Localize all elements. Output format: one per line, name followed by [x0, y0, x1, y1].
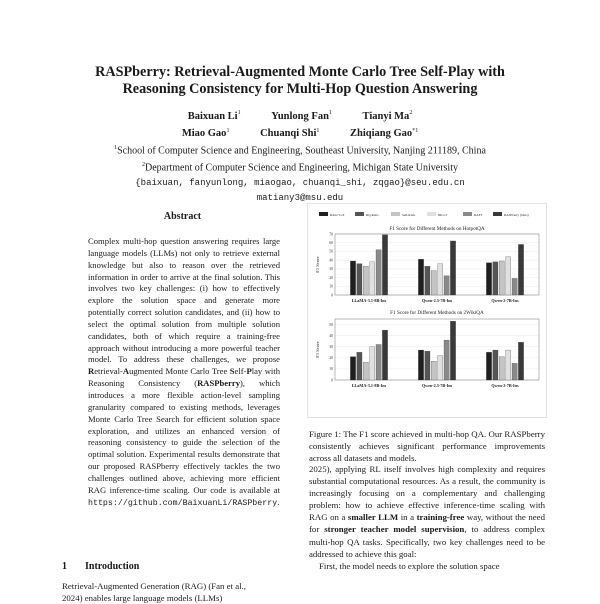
abstract-text: Complex multi-hop question answering requires large language models (LLMs) not only to retrieve external knowledge but also to reason over the retrieved information in order to arrive at the final solution. This involves two key challenges: (i) how to effectively explore the solution space and generate more potentially correct solution candidates, and (ii) how to select the optimal solution from multiple solution candidates, both of which require a training-free approach without introducing a more powerful teacher model. To address these challenges, we propose Retrieval-Augmented Monte Carlo Tree Self-Play with Reasoning Consistency (RASPberry), which introduces a more flexible action-level sampling granularity compared to existing methods, leverages Monte Carlo Tree Search for efficient solution space exploration, and utilizes an enhanced version of reasoning consistency to guide the selection of the optimal solution. Experimental results demonstrate that our proposed RASPberry effectively tackles the two challenges outlined above, achieving more efficient RAG inference-time scaling. Our code is available at https://github.com/BaixuanLi/RASPberry. — [88, 236, 280, 508]
bar — [418, 259, 423, 295]
y-tick-label: 70 — [329, 232, 333, 237]
bar — [444, 340, 449, 380]
author-row-1 — [60, 106, 540, 124]
y-tick-label: 60 — [329, 241, 333, 246]
y-tick-label: 50 — [329, 249, 333, 254]
bar — [493, 350, 498, 380]
abstract-heading: Abstract — [163, 211, 202, 222]
bar — [438, 264, 443, 295]
bar — [486, 352, 491, 380]
x-tick-label: Qwen-2.5-7B-Ins — [421, 298, 453, 303]
y-tick-label: 0 — [331, 293, 333, 298]
bar — [376, 250, 381, 295]
figure-caption: Figure 1: The F1 score achieved in multi-hop QA. Our RASPberry consistently achieves significant performance improvements across all datasets and models. — [309, 429, 545, 463]
bar — [506, 350, 511, 380]
author-block — [60, 106, 540, 206]
bar — [506, 257, 511, 295]
bar — [493, 262, 498, 295]
author: Yunlong Fan$^1$ — [271, 110, 332, 122]
bar — [382, 235, 387, 295]
bar — [382, 330, 387, 380]
x-tick-label: Qwen-2-7B-Ins — [491, 383, 519, 388]
y-axis-label: F1 Score — [315, 341, 320, 358]
legend-swatch — [319, 212, 328, 216]
bar — [518, 244, 523, 295]
legend-swatch — [391, 212, 400, 216]
x-tick-label: LLaMA-3.1-8B-Ins — [351, 383, 387, 388]
y-axis-label: F1 Score — [315, 256, 320, 273]
legend-label: RASPberry (Ours) — [504, 213, 529, 217]
legend-label: Self-RAG — [402, 213, 416, 217]
bar — [438, 356, 443, 380]
x-tick-label: LLaMA-3.1-8B-Ins — [351, 298, 387, 303]
x-tick-label: Qwen-2.5-7B-Ins — [421, 383, 453, 388]
bar — [425, 351, 430, 380]
x-tick-label: Qwen-2-7B-Ins — [491, 298, 519, 303]
y-tick-label: 50 — [329, 322, 333, 327]
bar — [499, 357, 504, 380]
affiliation-2: $^2$Department of Computer Science and Engineering, Michigan State University — [142, 162, 458, 174]
legend-swatch — [355, 212, 364, 216]
legend-label: RAG+CoT — [330, 213, 345, 217]
code-link[interactable]: https://github.com/BaixuanLi/RASPberry — [88, 498, 278, 508]
figure-1 — [307, 203, 547, 418]
body-text-right: 2025), applying RL itself involves high complexity and requires substantial computational resources. As a result, the community is increasingly focusing on a complementary and challenging problem: how to achieve effective inference-time scaling with RAG on a smaller LLM in a training-free way, without the need for stronger teacher model supervision, to address complex multi-hop QA tasks. Specifically, two key challenges need to be addressed to achieve this goal: First, the model needs to explore the solution space — [309, 464, 546, 571]
bar — [431, 361, 436, 380]
affiliation-1: $^1$School of Computer Science and Engineering, Southeast University, Nanjing 211189, China — [114, 145, 486, 157]
title-line-2: Reasoning Consistency for Multi-Hop Question Answering — [122, 81, 478, 97]
bar — [499, 261, 504, 295]
title-line-1: RASPberry: Retrieval-Augmented Monte Carlo Tree Self-Play with — [95, 64, 505, 80]
author: Miao Gao$^1$ — [181, 127, 230, 139]
bar — [350, 357, 355, 380]
y-tick-label: 10 — [329, 284, 333, 289]
author: Baixuan Li$^1$ — [187, 110, 241, 122]
bar — [370, 347, 375, 380]
paper-title — [40, 64, 560, 98]
bar — [450, 321, 455, 380]
legend-label: RAFT — [474, 213, 483, 217]
chart-title: F1 Score for Different Methods on 2WikiQA — [390, 310, 484, 316]
author: Chuanqi Shi$^1$ — [260, 127, 320, 139]
y-tick-label: 20 — [329, 275, 333, 280]
bar — [425, 266, 430, 295]
bar — [431, 271, 436, 295]
bar — [512, 278, 517, 295]
bar — [512, 363, 517, 380]
chart-title: F1 Score for Different Methods on HotpotQA — [389, 226, 485, 232]
y-tick-label: 40 — [329, 333, 333, 338]
intro-heading: 1 Introduction — [62, 561, 140, 572]
bar — [363, 266, 368, 295]
author: Tianyi Ma$^2$ — [362, 110, 413, 122]
y-tick-label: 30 — [329, 267, 333, 272]
author-row-2 — [60, 124, 540, 142]
bar — [357, 264, 362, 295]
y-tick-label: 30 — [329, 345, 333, 350]
legend-swatch — [427, 212, 436, 216]
intro-text: Retrieval-Augmented Generation (RAG) (Fan et al., 2024) enables large language models (LLMs) — [62, 581, 246, 603]
author: Zhiqiang Gao$^{*1}$ — [350, 127, 419, 139]
bar — [370, 262, 375, 295]
y-tick-label: 0 — [331, 378, 333, 383]
legend-label: IRCoT — [438, 213, 448, 217]
legend-label: RQ-RAG — [366, 213, 379, 217]
bar — [357, 352, 362, 380]
bar — [418, 350, 423, 380]
y-tick-label: 10 — [329, 367, 333, 372]
y-tick-label: 20 — [329, 356, 333, 361]
bar — [363, 362, 368, 380]
bar — [444, 276, 449, 295]
bar — [518, 342, 523, 380]
bar — [376, 345, 381, 380]
legend-swatch — [493, 212, 502, 216]
bar — [486, 263, 491, 295]
email-line-2: matiany3@msu.edu — [256, 192, 344, 203]
bar — [350, 261, 355, 295]
legend-swatch — [463, 212, 472, 216]
y-tick-label: 40 — [329, 258, 333, 263]
email-line-1: {baixuan, fanyunlong, miaogao, chuanqi_shi, zqgao}@seu.edu.cn — [135, 177, 465, 188]
bar — [450, 241, 455, 295]
